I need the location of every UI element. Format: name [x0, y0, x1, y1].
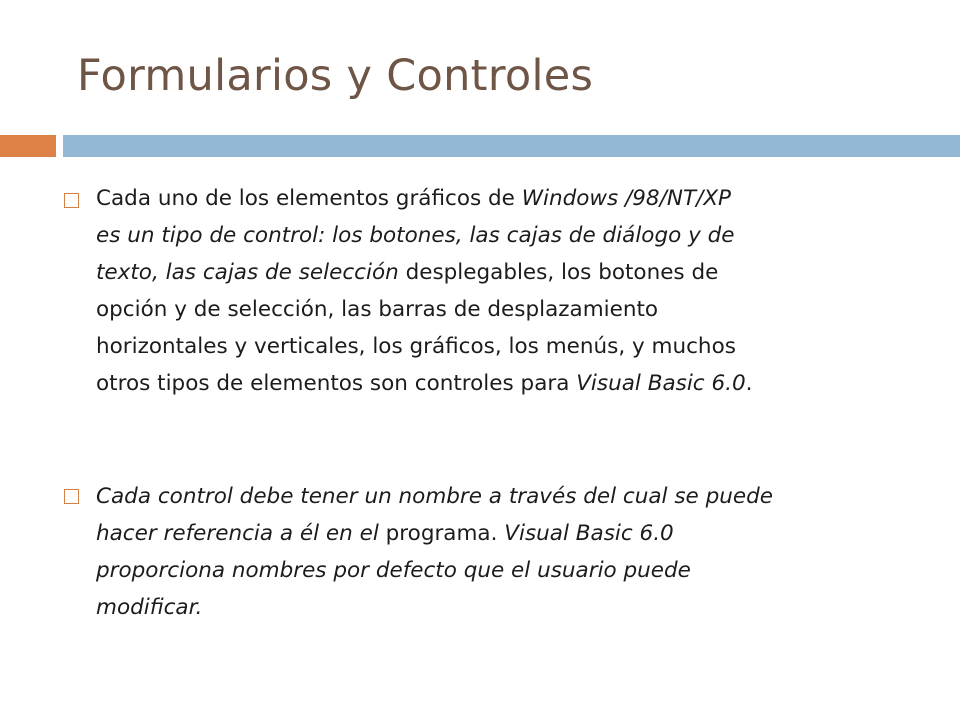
paragraph-line	[96, 552, 936, 589]
text-run-italic: modificar.	[96, 595, 203, 620]
text-run: otros tipos de elementos son controles para	[96, 371, 577, 396]
paragraph-line	[96, 365, 936, 402]
text-run: Cada uno de los elementos gráficos de	[96, 186, 522, 211]
text-run-italic: Windows /98/NT/XP	[521, 186, 732, 211]
text-run-italic: Visual Basic 6.0	[576, 371, 746, 396]
paragraph-line	[96, 180, 936, 217]
text-run-italic: texto, las cajas de selección	[96, 260, 399, 285]
text-run: horizontales y verticales, los gráficos, los menús, y muchos	[96, 334, 736, 359]
text-run-italic: hacer referencia a él en el	[96, 521, 386, 546]
paragraph-line	[96, 217, 936, 254]
text-run: .	[745, 371, 753, 396]
text-run-italic: proporciona nombres por defecto que el usuario puede	[96, 558, 691, 583]
text-run: programa.	[385, 521, 505, 546]
bullet-paragraph-1	[96, 180, 936, 402]
bullet-paragraph-2	[96, 478, 936, 626]
paragraph-line	[96, 589, 936, 626]
accent-bar-orange	[0, 135, 56, 157]
paragraph-line	[96, 478, 936, 515]
square-bullet-icon	[64, 489, 79, 504]
text-run-italic: Visual Basic 6.0	[504, 521, 674, 546]
paragraph-line	[96, 291, 936, 328]
text-run: opción y de selección, las barras de desplazamiento	[96, 297, 659, 322]
accent-bar-blue	[63, 135, 960, 157]
text-run-italic: es un tipo de control: los botones, las cajas de diálogo y de	[96, 223, 735, 248]
paragraph-line	[96, 254, 936, 291]
paragraph-line	[96, 328, 936, 365]
paragraph-line	[96, 515, 936, 552]
text-run-italic: Cada control debe tener un nombre a través del cual se puede	[96, 484, 773, 509]
square-bullet-icon	[64, 193, 79, 208]
text-run: desplegables, los botones de	[398, 260, 719, 285]
slide-title: Formularios y Controles	[77, 51, 594, 101]
